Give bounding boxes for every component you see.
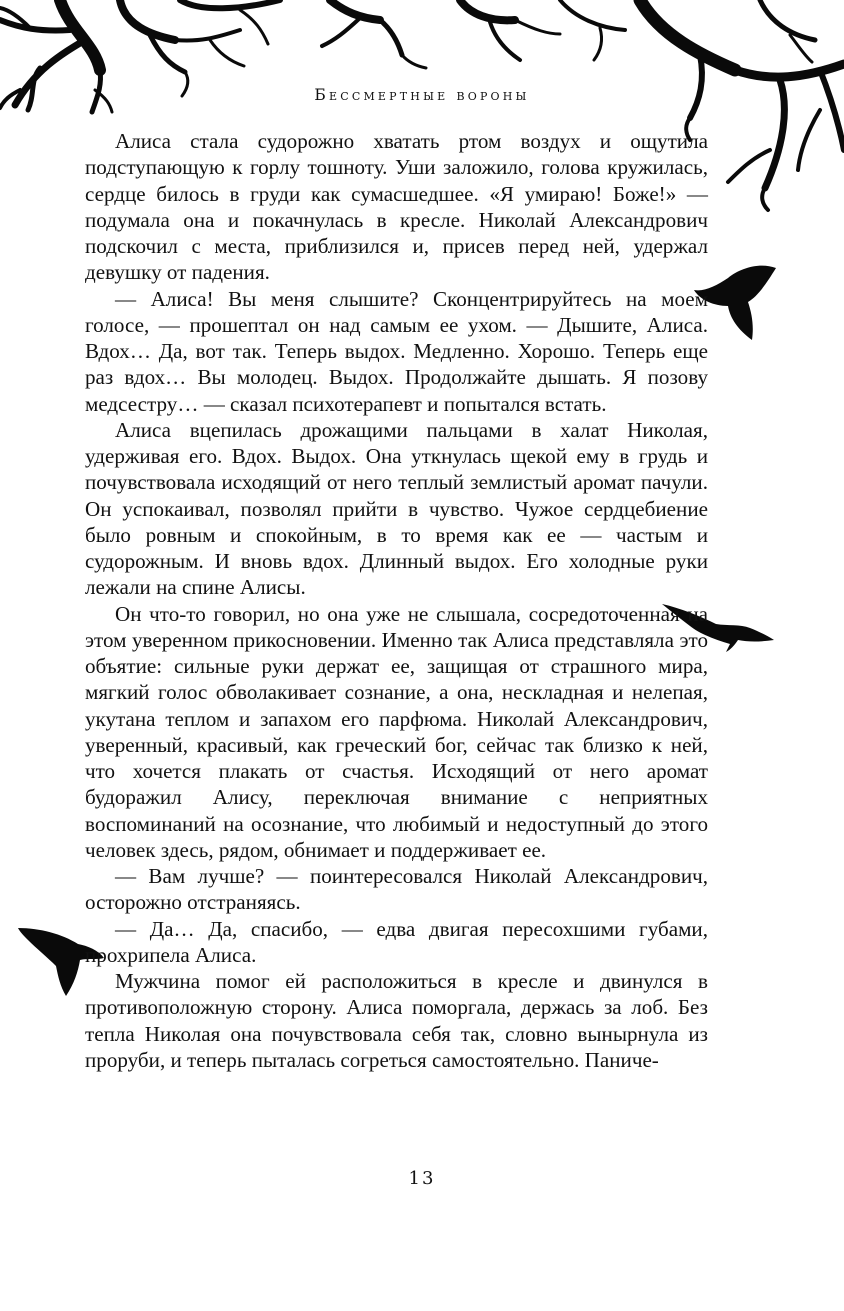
paragraph: — Вам лучше? — поинтересовался Николай Александрович, осторожно отстраняясь. (85, 864, 708, 915)
page-number: 13 (408, 1168, 436, 1189)
paragraph: Алиса стала судорожно хватать ртом воздух и ощутила подступающую к горлу тошноту. Уши заложило, голова кружилась, сердце билось в груди как сумасшедшее. «Я умираю! Боже!» — подумала она и покачнулась в кресле. Николай Александрович подскочил с места, приблизился и, присев перед ней, удержал девушку от падения. (85, 129, 708, 285)
paragraph: Мужчина помог ей расположиться в кресле и двинулся в противоположную сторону. Алиса поморгала, держась за лоб. Без тепла Николая она почувствовала себя так, словно вынырнула из проруби, и теперь пыталась согреться самостоятельно. Паниче- (85, 969, 708, 1072)
paragraph: — Алиса! Вы меня слышите? Сконцентрируйтесь на моем голосе, — прошептал он над самым ее ухом. — Дышите, Алиса. Вдох… Да, вот так. Теперь выдох. Медленно. Хорошо. Теперь еще раз вдох… Вы молодец. Выдох. Продолжайте дышать. Я позову медсестру… — сказал психотерапевт и попытался встать. (85, 286, 708, 416)
running-title: Бессмертные вороны (314, 86, 530, 104)
paragraph: Он что-то говорил, но она уже не слышала, сосредоточенная на этом уверенном прикосновении. Именно так Алиса представляла это объятие: сильные руки держат ее, защищая от страшного мира, мягкий голос обволакивает сознание, а она, нескладная и нелепая, укутана теплом и запахом его парфюма. Николай Александрович, уверенный, красивый, как греческий бог, сейчас так близко к ней, что хочется плакать от счастья. Исходящий от него аромат будоражил Алису, переключая внимание с неприятных воспоминаний на осознание, что любимый и недоступный до этого человек здесь, рядом, обнимает и поддерживает ее. (85, 601, 708, 862)
paragraph: — Да… Да, спасибо, — едва двигая пересохшими губами, прохрипела Алиса. (85, 916, 708, 967)
paragraph: Алиса вцепилась дрожащими пальцами в халат Николая, удерживая его. Вдох. Выдох. Она уткнулась щекой ему в грудь и почувствовала исходящий от него теплый землистый аромат пачули. Он успокаивал, позволял прийти в чувство. Чужое сердцебиение было ровным и спокойным, в то время как ее — частым и судорожным. И вновь вдох. Длинный выдох. Его холодные руки лежали на спине Алисы. (85, 417, 708, 600)
body-text (85, 128, 708, 1073)
